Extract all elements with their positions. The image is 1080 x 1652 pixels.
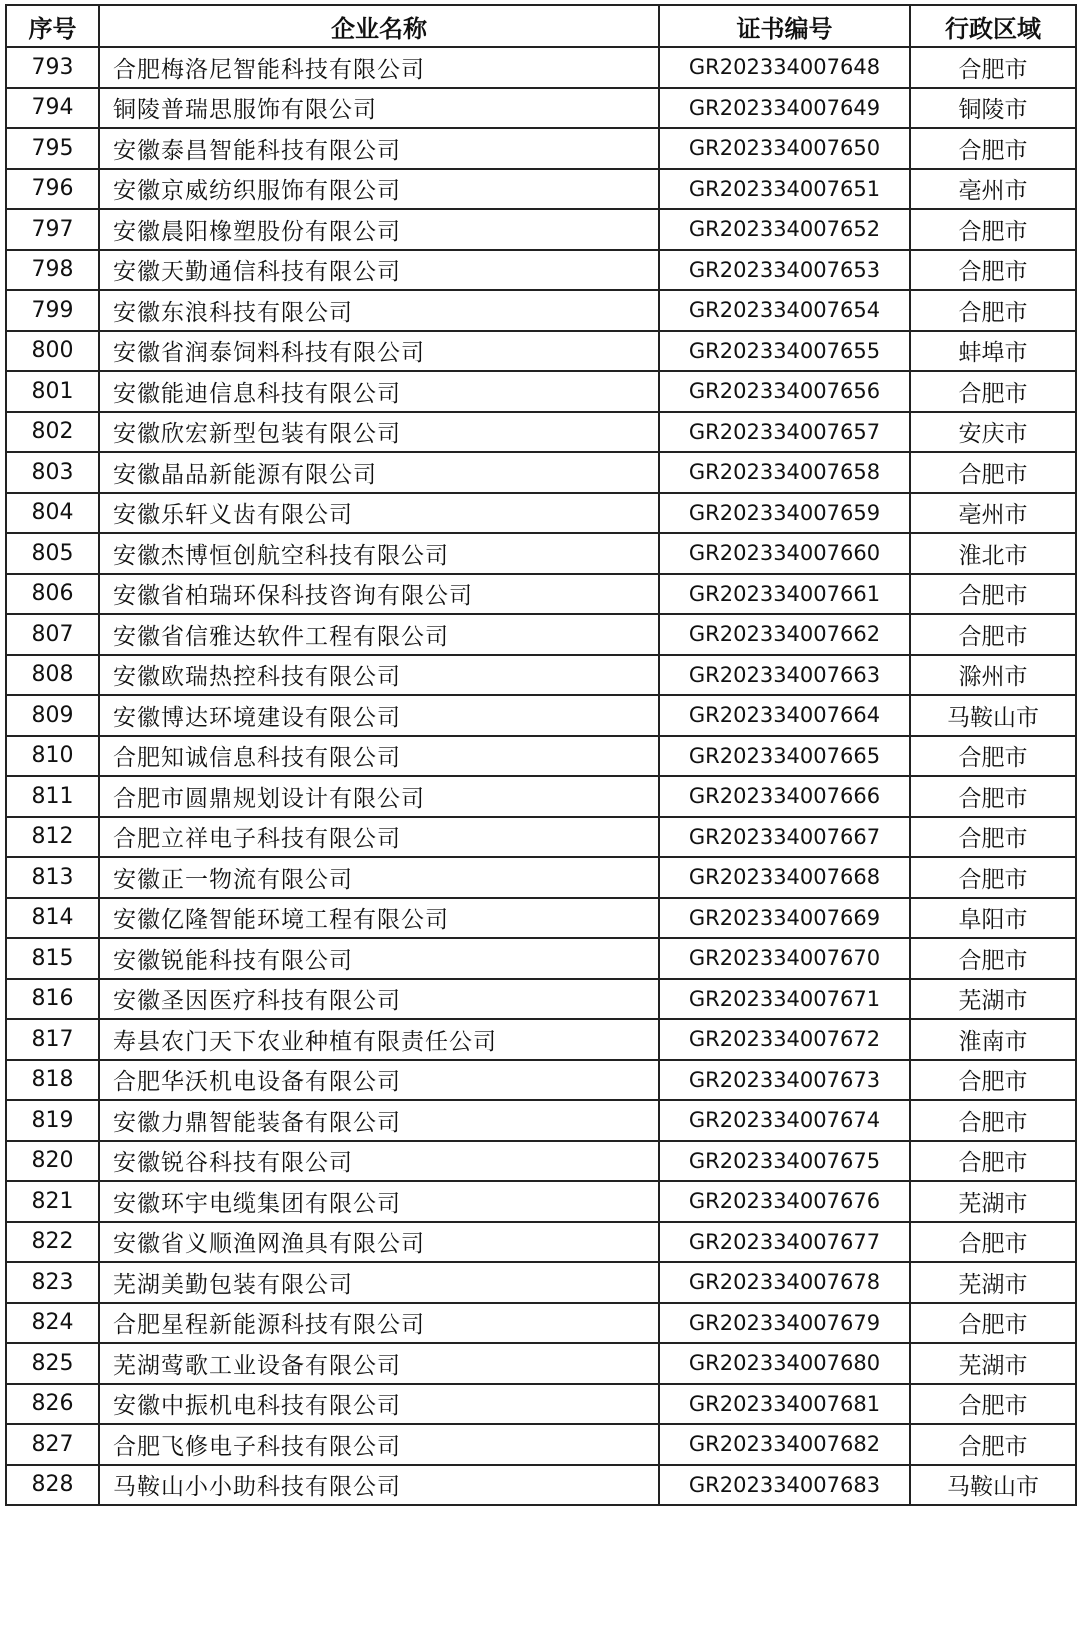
company-name-cell: 安徽晨阳橡塑股份有限公司 bbox=[99, 209, 659, 250]
region-cell: 淮北市 bbox=[910, 533, 1076, 574]
region-cell: 合肥市 bbox=[910, 1424, 1076, 1465]
table-row bbox=[6, 736, 1076, 777]
serial-number-cell: 802 bbox=[6, 412, 99, 453]
region-cell: 合肥市 bbox=[910, 209, 1076, 250]
certificate-number-cell: GR202334007661 bbox=[659, 574, 910, 615]
serial-number-cell: 808 bbox=[6, 655, 99, 696]
company-name-cell: 合肥华沃机电设备有限公司 bbox=[99, 1060, 659, 1101]
table-row bbox=[6, 817, 1076, 858]
company-name-cell: 安徽乐轩义齿有限公司 bbox=[99, 493, 659, 534]
company-name-cell: 芜湖美勤包装有限公司 bbox=[99, 1262, 659, 1303]
serial-number-cell: 821 bbox=[6, 1181, 99, 1222]
serial-number-cell: 811 bbox=[6, 776, 99, 817]
region-cell: 合肥市 bbox=[910, 817, 1076, 858]
serial-number-cell: 826 bbox=[6, 1384, 99, 1425]
certificate-number-cell: GR202334007682 bbox=[659, 1424, 910, 1465]
serial-number-cell: 828 bbox=[6, 1465, 99, 1506]
serial-number-cell: 820 bbox=[6, 1141, 99, 1182]
region-cell: 芜湖市 bbox=[910, 1343, 1076, 1384]
company-name-cell: 合肥飞修电子科技有限公司 bbox=[99, 1424, 659, 1465]
certificate-number-cell: GR202334007681 bbox=[659, 1384, 910, 1425]
table-row bbox=[6, 655, 1076, 696]
table-row bbox=[6, 614, 1076, 655]
company-name-cell: 安徽省润泰饲料科技有限公司 bbox=[99, 331, 659, 372]
table-row bbox=[6, 1303, 1076, 1344]
region-cell: 芜湖市 bbox=[910, 1262, 1076, 1303]
region-cell: 合肥市 bbox=[910, 857, 1076, 898]
region-cell: 马鞍山市 bbox=[910, 695, 1076, 736]
serial-number-cell: 807 bbox=[6, 614, 99, 655]
table-row bbox=[6, 979, 1076, 1020]
serial-number-cell: 817 bbox=[6, 1019, 99, 1060]
certificate-number-cell: GR202334007650 bbox=[659, 128, 910, 169]
certificate-number-cell: GR202334007664 bbox=[659, 695, 910, 736]
region-cell: 合肥市 bbox=[910, 1141, 1076, 1182]
certificate-number-cell: GR202334007658 bbox=[659, 452, 910, 493]
certificate-number-cell: GR202334007676 bbox=[659, 1181, 910, 1222]
table-row bbox=[6, 1384, 1076, 1425]
serial-number-cell: 794 bbox=[6, 88, 99, 129]
certificate-number-cell: GR202334007666 bbox=[659, 776, 910, 817]
region-cell: 合肥市 bbox=[910, 574, 1076, 615]
serial-number-cell: 813 bbox=[6, 857, 99, 898]
table-row bbox=[6, 857, 1076, 898]
header-row bbox=[6, 5, 1076, 47]
table-row bbox=[6, 1222, 1076, 1263]
certificate-number-cell: GR202334007675 bbox=[659, 1141, 910, 1182]
certificate-number-cell: GR202334007649 bbox=[659, 88, 910, 129]
company-name-cell: 寿县农门天下农业种植有限责任公司 bbox=[99, 1019, 659, 1060]
table-row bbox=[6, 412, 1076, 453]
company-name-cell: 安徽欧瑞热控科技有限公司 bbox=[99, 655, 659, 696]
company-name-cell: 安徽杰博恒创航空科技有限公司 bbox=[99, 533, 659, 574]
serial-number-cell: 825 bbox=[6, 1343, 99, 1384]
table-row bbox=[6, 169, 1076, 210]
serial-number-cell: 806 bbox=[6, 574, 99, 615]
table-row bbox=[6, 493, 1076, 534]
company-name-cell: 安徽省义顺渔网渔具有限公司 bbox=[99, 1222, 659, 1263]
certificate-number-cell: GR202334007656 bbox=[659, 371, 910, 412]
company-name-cell: 芜湖莺歌工业设备有限公司 bbox=[99, 1343, 659, 1384]
certificate-number-cell: GR202334007657 bbox=[659, 412, 910, 453]
company-name-cell: 安徽博达环境建设有限公司 bbox=[99, 695, 659, 736]
region-cell: 合肥市 bbox=[910, 290, 1076, 331]
region-cell: 滁州市 bbox=[910, 655, 1076, 696]
company-name-cell: 安徽亿隆智能环境工程有限公司 bbox=[99, 898, 659, 939]
company-name-cell: 铜陵普瑞思服饰有限公司 bbox=[99, 88, 659, 129]
enterprise-table bbox=[5, 4, 1077, 1506]
serial-number-cell: 796 bbox=[6, 169, 99, 210]
company-name-cell: 安徽中振机电科技有限公司 bbox=[99, 1384, 659, 1425]
table-row bbox=[6, 1060, 1076, 1101]
certificate-number-cell: GR202334007654 bbox=[659, 290, 910, 331]
certificate-number-cell: GR202334007669 bbox=[659, 898, 910, 939]
company-name-cell: 安徽能迪信息科技有限公司 bbox=[99, 371, 659, 412]
certificate-number-cell: GR202334007651 bbox=[659, 169, 910, 210]
serial-number-cell: 822 bbox=[6, 1222, 99, 1263]
serial-number-cell: 810 bbox=[6, 736, 99, 777]
certificate-number-cell: GR202334007667 bbox=[659, 817, 910, 858]
company-name-cell: 合肥梅洛尼智能科技有限公司 bbox=[99, 47, 659, 88]
serial-number-cell: 799 bbox=[6, 290, 99, 331]
company-name-cell: 安徽锐能科技有限公司 bbox=[99, 938, 659, 979]
region-cell: 阜阳市 bbox=[910, 898, 1076, 939]
region-cell: 合肥市 bbox=[910, 1303, 1076, 1344]
region-cell: 芜湖市 bbox=[910, 979, 1076, 1020]
table-row bbox=[6, 1343, 1076, 1384]
company-name-cell: 安徽晶品新能源有限公司 bbox=[99, 452, 659, 493]
region-cell: 合肥市 bbox=[910, 1384, 1076, 1425]
serial-number-cell: 804 bbox=[6, 493, 99, 534]
company-name-cell: 合肥知诚信息科技有限公司 bbox=[99, 736, 659, 777]
company-name-cell: 合肥市圆鼎规划设计有限公司 bbox=[99, 776, 659, 817]
serial-number-cell: 793 bbox=[6, 47, 99, 88]
serial-number-cell: 805 bbox=[6, 533, 99, 574]
certificate-number-cell: GR202334007680 bbox=[659, 1343, 910, 1384]
region-cell: 合肥市 bbox=[910, 1100, 1076, 1141]
serial-number-cell: 809 bbox=[6, 695, 99, 736]
certificate-number-cell: GR202334007683 bbox=[659, 1465, 910, 1506]
company-name-cell: 安徽京威纺织服饰有限公司 bbox=[99, 169, 659, 210]
table-row bbox=[6, 1465, 1076, 1506]
region-cell: 合肥市 bbox=[910, 776, 1076, 817]
serial-number-cell: 795 bbox=[6, 128, 99, 169]
certificate-number-cell: GR202334007673 bbox=[659, 1060, 910, 1101]
region-cell: 亳州市 bbox=[910, 493, 1076, 534]
serial-number-cell: 827 bbox=[6, 1424, 99, 1465]
certificate-number-cell: GR202334007662 bbox=[659, 614, 910, 655]
table-row bbox=[6, 452, 1076, 493]
certificate-number-cell: GR202334007665 bbox=[659, 736, 910, 777]
region-cell: 合肥市 bbox=[910, 452, 1076, 493]
certificate-number-cell: GR202334007648 bbox=[659, 47, 910, 88]
company-name-cell: 安徽圣因医疗科技有限公司 bbox=[99, 979, 659, 1020]
company-name-cell: 安徽泰昌智能科技有限公司 bbox=[99, 128, 659, 169]
table-row bbox=[6, 1100, 1076, 1141]
company-name-cell: 安徽力鼎智能装备有限公司 bbox=[99, 1100, 659, 1141]
region-cell: 合肥市 bbox=[910, 47, 1076, 88]
table-body bbox=[6, 47, 1076, 1505]
table-row bbox=[6, 898, 1076, 939]
company-name-cell: 安徽正一物流有限公司 bbox=[99, 857, 659, 898]
company-name-cell: 安徽天勤通信科技有限公司 bbox=[99, 250, 659, 291]
certificate-number-cell: GR202334007677 bbox=[659, 1222, 910, 1263]
table-row bbox=[6, 938, 1076, 979]
table-row bbox=[6, 290, 1076, 331]
table-row bbox=[6, 1181, 1076, 1222]
certificate-number-cell: GR202334007660 bbox=[659, 533, 910, 574]
table-row bbox=[6, 250, 1076, 291]
region-cell: 合肥市 bbox=[910, 614, 1076, 655]
company-name-cell: 安徽省柏瑞环保科技咨询有限公司 bbox=[99, 574, 659, 615]
region-cell: 蚌埠市 bbox=[910, 331, 1076, 372]
region-cell: 铜陵市 bbox=[910, 88, 1076, 129]
certificate-number-cell: GR202334007678 bbox=[659, 1262, 910, 1303]
company-name-cell: 合肥立祥电子科技有限公司 bbox=[99, 817, 659, 858]
table-row bbox=[6, 47, 1076, 88]
header-serial-number: 序号 bbox=[6, 5, 99, 47]
table-row bbox=[6, 776, 1076, 817]
company-name-cell: 安徽省信雅达软件工程有限公司 bbox=[99, 614, 659, 655]
certificate-number-cell: GR202334007659 bbox=[659, 493, 910, 534]
company-name-cell: 安徽锐谷科技有限公司 bbox=[99, 1141, 659, 1182]
certificate-number-cell: GR202334007670 bbox=[659, 938, 910, 979]
company-name-cell: 马鞍山小小助科技有限公司 bbox=[99, 1465, 659, 1506]
table-row bbox=[6, 695, 1076, 736]
table-row bbox=[6, 1424, 1076, 1465]
table-row bbox=[6, 331, 1076, 372]
certificate-number-cell: GR202334007652 bbox=[659, 209, 910, 250]
company-name-cell: 合肥星程新能源科技有限公司 bbox=[99, 1303, 659, 1344]
serial-number-cell: 800 bbox=[6, 331, 99, 372]
serial-number-cell: 812 bbox=[6, 817, 99, 858]
certificate-number-cell: GR202334007671 bbox=[659, 979, 910, 1020]
region-cell: 合肥市 bbox=[910, 250, 1076, 291]
region-cell: 合肥市 bbox=[910, 128, 1076, 169]
table-row bbox=[6, 371, 1076, 412]
serial-number-cell: 824 bbox=[6, 1303, 99, 1344]
company-name-cell: 安徽环宇电缆集团有限公司 bbox=[99, 1181, 659, 1222]
region-cell: 安庆市 bbox=[910, 412, 1076, 453]
certificate-number-cell: GR202334007679 bbox=[659, 1303, 910, 1344]
table-row bbox=[6, 88, 1076, 129]
table-row bbox=[6, 533, 1076, 574]
table-header bbox=[6, 5, 1076, 47]
certificate-number-cell: GR202334007663 bbox=[659, 655, 910, 696]
serial-number-cell: 819 bbox=[6, 1100, 99, 1141]
region-cell: 合肥市 bbox=[910, 1222, 1076, 1263]
header-company-name: 企业名称 bbox=[99, 5, 659, 47]
certificate-number-cell: GR202334007668 bbox=[659, 857, 910, 898]
region-cell: 合肥市 bbox=[910, 371, 1076, 412]
certificate-number-cell: GR202334007672 bbox=[659, 1019, 910, 1060]
region-cell: 合肥市 bbox=[910, 938, 1076, 979]
serial-number-cell: 818 bbox=[6, 1060, 99, 1101]
table-row bbox=[6, 1019, 1076, 1060]
header-region: 行政区域 bbox=[910, 5, 1076, 47]
table-row bbox=[6, 1262, 1076, 1303]
region-cell: 芜湖市 bbox=[910, 1181, 1076, 1222]
serial-number-cell: 797 bbox=[6, 209, 99, 250]
region-cell: 合肥市 bbox=[910, 1060, 1076, 1101]
serial-number-cell: 815 bbox=[6, 938, 99, 979]
serial-number-cell: 798 bbox=[6, 250, 99, 291]
serial-number-cell: 803 bbox=[6, 452, 99, 493]
header-certificate-number: 证书编号 bbox=[659, 5, 910, 47]
certificate-number-cell: GR202334007655 bbox=[659, 331, 910, 372]
table-row bbox=[6, 574, 1076, 615]
certificate-number-cell: GR202334007674 bbox=[659, 1100, 910, 1141]
serial-number-cell: 823 bbox=[6, 1262, 99, 1303]
region-cell: 淮南市 bbox=[910, 1019, 1076, 1060]
table-row bbox=[6, 128, 1076, 169]
serial-number-cell: 801 bbox=[6, 371, 99, 412]
table-row bbox=[6, 1141, 1076, 1182]
serial-number-cell: 816 bbox=[6, 979, 99, 1020]
serial-number-cell: 814 bbox=[6, 898, 99, 939]
company-name-cell: 安徽欣宏新型包装有限公司 bbox=[99, 412, 659, 453]
region-cell: 马鞍山市 bbox=[910, 1465, 1076, 1506]
company-name-cell: 安徽东浪科技有限公司 bbox=[99, 290, 659, 331]
region-cell: 亳州市 bbox=[910, 169, 1076, 210]
table-row bbox=[6, 209, 1076, 250]
region-cell: 合肥市 bbox=[910, 736, 1076, 777]
certificate-number-cell: GR202334007653 bbox=[659, 250, 910, 291]
